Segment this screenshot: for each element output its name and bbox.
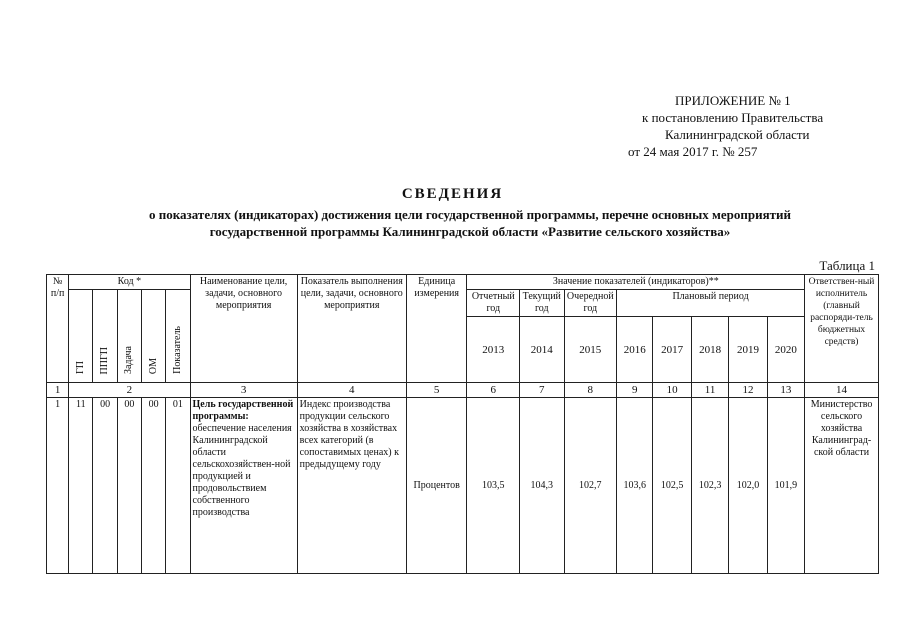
year-2018: 2018: [691, 317, 728, 383]
col-number: 8: [564, 383, 617, 398]
value-2017: 102,5: [653, 398, 691, 574]
table-label: Таблица 1: [819, 258, 875, 273]
row-name: [190, 398, 297, 574]
row-num: 1: [47, 398, 69, 574]
value-2014: 104,3: [520, 398, 564, 574]
col-number: 3: [190, 383, 297, 398]
header-planned-period: Плановый период: [617, 290, 805, 317]
document-subtitle: [90, 206, 850, 240]
region-name: Калининградской области: [665, 127, 810, 142]
row-code-om: 00: [141, 398, 165, 574]
appendix-number: ПРИЛОЖЕНИЕ № 1: [675, 93, 791, 108]
header-code: Код *: [69, 275, 190, 290]
value-2015: 102,7: [564, 398, 617, 574]
col-number: 5: [406, 383, 467, 398]
goal-text: обеспечение населения Калининградской области сельскохозяйствен-ной продукцией и продовольствием собственного производства: [192, 423, 292, 518]
year-2015: 2015: [564, 317, 617, 383]
year-2013: 2013: [467, 317, 520, 383]
header-next-year: Очередной год: [564, 290, 617, 317]
document-header: [620, 92, 823, 160]
header-code-ppgp: ППГП: [93, 290, 117, 383]
col-number: 6: [467, 383, 520, 398]
header-code-om: ОМ: [141, 290, 165, 383]
column-numbers-row: [47, 383, 879, 398]
header-name: Наименование цели, задачи, основного мероприятия: [190, 275, 297, 383]
year-2017: 2017: [653, 317, 691, 383]
header-values: Значение показателей (индикаторов)**: [467, 275, 805, 290]
year-2014: 2014: [520, 317, 564, 383]
row-code-indicator: 01: [166, 398, 190, 574]
col-number: 2: [69, 383, 190, 398]
value-2016: 103,6: [617, 398, 653, 574]
col-number: 10: [653, 383, 691, 398]
year-2020: 2020: [767, 317, 804, 383]
value-2018: 102,3: [691, 398, 728, 574]
row-unit: Процентов: [406, 398, 467, 574]
col-number: 1: [47, 383, 69, 398]
resolution-date: от 24 мая 2017 г. № 257: [628, 144, 758, 159]
value-2020: 101,9: [767, 398, 804, 574]
row-code-ppgp: 00: [93, 398, 117, 574]
indicators-table: [46, 274, 879, 574]
subtitle-line-1: о показателях (индикаторах) достижения цели государственной программы, перечне основных мероприятий: [149, 207, 791, 222]
col-number: 4: [297, 383, 406, 398]
row-code-task: 00: [117, 398, 141, 574]
col-number: 13: [767, 383, 804, 398]
header-code-indicator: Показатель: [166, 290, 190, 383]
header-responsible: Ответствен-ный исполнитель (главный распоряди-тель бюджетных средств): [805, 275, 879, 383]
header-unit: Единица измерения: [406, 275, 467, 383]
row-indicator: Индекс производства продукции сельского хозяйства в хозяйствах всех категорий (в сопоставимых ценах) к предыдущему году: [297, 398, 406, 574]
header-reported-year: Отчетный год: [467, 290, 520, 317]
year-2019: 2019: [729, 317, 767, 383]
header-num: № п/п: [47, 275, 69, 383]
col-number: 14: [805, 383, 879, 398]
value-2013: 103,5: [467, 398, 520, 574]
header-code-gp: ГП: [69, 290, 93, 383]
row-code-gp: 11: [69, 398, 93, 574]
document-title: СВЕДЕНИЯ: [401, 186, 504, 202]
goal-label: Цель государственной программы:: [192, 399, 294, 422]
header-current-year: Текущий год: [520, 290, 564, 317]
year-2016: 2016: [617, 317, 653, 383]
value-2019: 102,0: [729, 398, 767, 574]
col-number: 7: [520, 383, 564, 398]
subtitle-line-2: государственной программы Калининградской области «Развитие сельского хозяйства»: [209, 224, 731, 239]
row-responsible: Министерство сельского хозяйства Калининград-ской области: [805, 398, 879, 574]
col-number: 12: [729, 383, 767, 398]
header-code-task: Задача: [117, 290, 141, 383]
col-number: 9: [617, 383, 653, 398]
resolution-ref: к постановлению Правительства: [642, 110, 824, 125]
col-number: 11: [691, 383, 728, 398]
header-indicator: Показатель выполнения цели, задачи, основного мероприятия: [297, 275, 406, 383]
table-row: [47, 398, 879, 574]
